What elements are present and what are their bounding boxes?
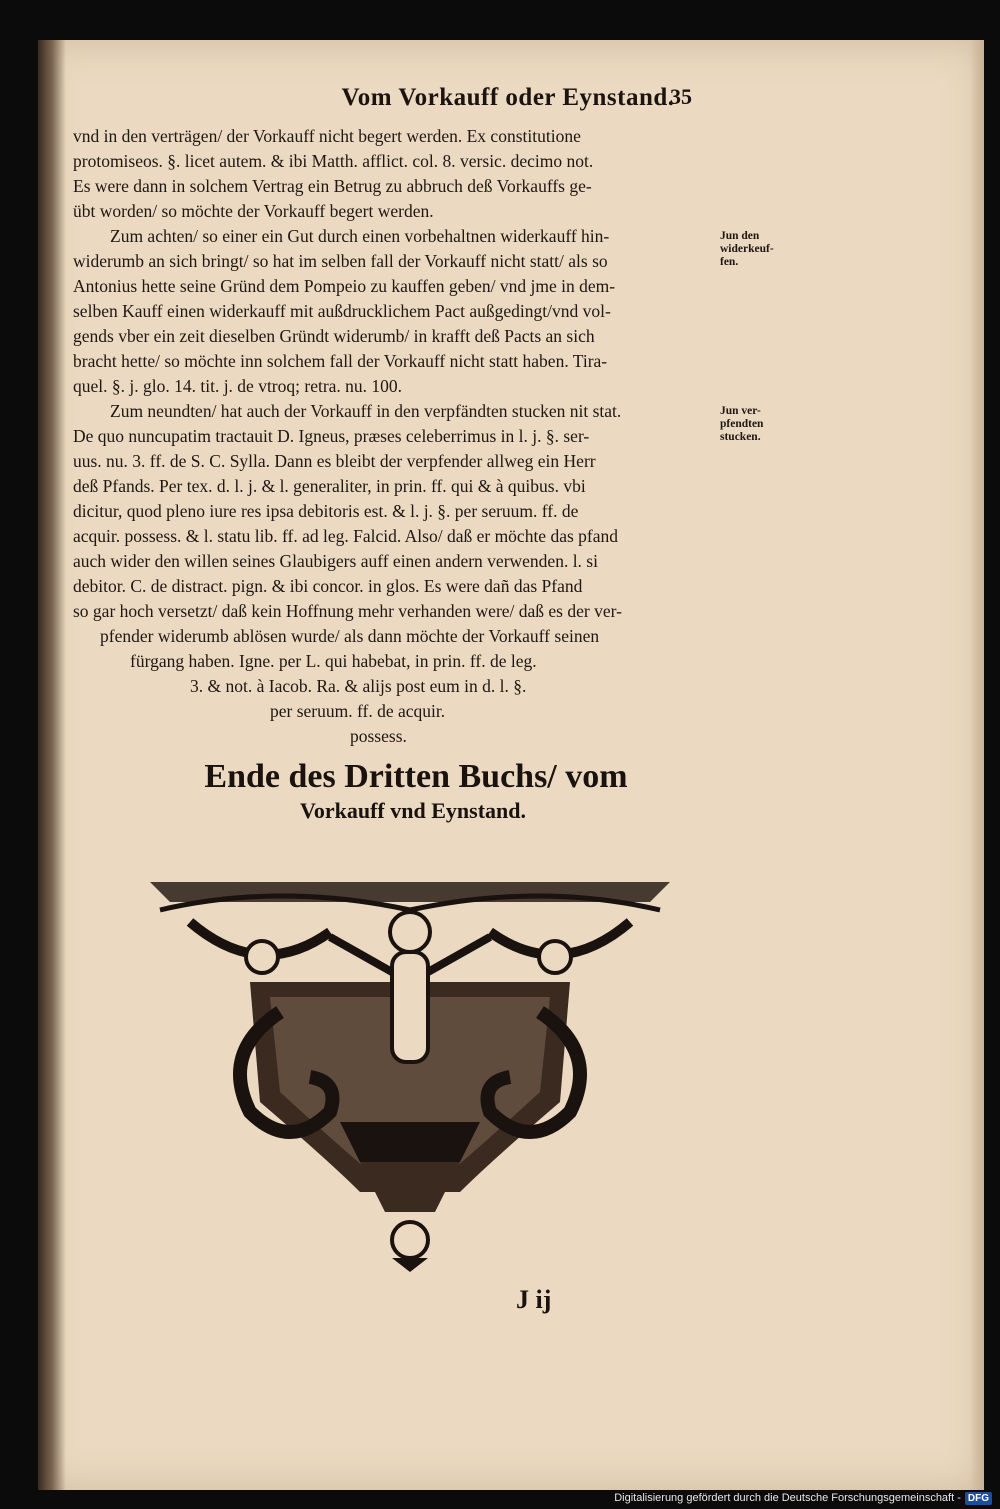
margin-note-line: Jun den [720,230,760,242]
margin-note-line: widerkeuf- [720,243,774,255]
running-title: Vom Vorkauff oder Eynstand. [341,84,675,111]
text-line: acquir. possess. & l. statu lib. ff. ad leg. Falcid. Also/ daß er möchte das pfand [73,526,618,546]
text-line: protomiseos. §. licet autem. & ibi Matth. afflict. col. 8. versic. decimo not. [73,151,594,171]
book-end-subtitle: Vorkauff vnd Eynstand. [300,798,526,823]
text-line: widerumb an sich bringt/ so hat im selben fall der Vorkauff nicht statt/ als so [73,251,608,271]
page-edge [970,40,984,1490]
text-line: De quo nuncupatim tractauit D. Igneus, præses celeberrimus in l. j. §. ser- [73,426,590,446]
text-line: gends vber ein zeit dieselben Gründt widerumb/ in krafft deß Pacts an sich [73,326,595,346]
page-number: 35 [670,84,692,109]
text-line: auch wider den willen seines Glaubigers auff einen andern verwenden. l. si [73,551,598,571]
text-line: vnd in den verträgen/ der Vorkauff nicht begert werden. Ex constitutione [73,126,581,146]
margin-note-line: pfendten [720,418,764,430]
margin-note-line: Jun ver- [720,405,761,417]
text-line: so gar hoch versetzt/ daß kein Hoffnung mehr verhanden were/ daß es der ver- [73,601,622,621]
text-line: bracht hette/ so möchte inn solchem fall der Vorkauff nicht statt haben. Tira- [73,351,608,371]
text-line: dicitur, quod pleno iure res ipsa debitoris est. & l. j. §. per seruum. ff. de [73,501,579,521]
text-line: Antonius hette seine Gründ dem Pompeio zu kauffen geben/ vnd jme in dem- [73,276,616,296]
dfg-logo-icon: DFG [965,1492,992,1505]
footer-credit-text: Digitalisierung gefördert durch die Deutsche Forschungsgemeinschaft - [614,1492,961,1504]
margin-note-line: stucken. [720,431,761,443]
text-line: Zum neundten/ hat auch der Vorkauff in den verpfändten stucken nit stat. [110,401,622,421]
signature-mark: J ij [516,1285,552,1314]
text-line: übt worden/ so möchte der Vorkauff begert werden. [73,201,434,221]
text-line: quel. §. j. glo. 14. tit. j. de vtroq; retra. nu. 100. [73,376,403,396]
book-page [38,40,984,1490]
text-line: possess. [350,726,407,746]
text-line: uus. nu. 3. ff. de S. C. Sylla. Dann es bleibt der verpfender allweg ein Herr [73,451,596,471]
margin-note-line: fen. [720,256,739,268]
text-line: Es were dann in solchem Vertrag ein Betrug zu abbruch deß Vorkauffs ge- [73,176,592,196]
footer-credit [614,1489,992,1507]
text-line: fürgang haben. Igne. per L. qui habebat, in prin. ff. de leg. [130,651,537,671]
book-end-title: Ende des Dritten Buchs/ vom [204,758,628,795]
text-line: per seruum. ff. de acquir. [270,701,446,721]
text-line: 3. & not. à Iacob. Ra. & alijs post eum in d. l. §. [190,676,527,696]
page-gutter [38,40,66,1490]
text-line: pfender widerumb ablösen wurde/ als dann möchte der Vorkauff seinen [100,626,600,646]
text-line: Zum achten/ so einer ein Gut durch einen vorbehaltnen widerkauff hin- [110,226,610,246]
text-line: debitor. C. de distract. pign. & ibi concor. in glos. Es were dañ das Pfand [73,576,583,596]
text-line: selben Kauff einen widerkauff mit außdrucklichem Pact außgedingt/vnd vol- [73,301,611,321]
text-line: deß Pfands. Per tex. d. l. j. & l. generaliter, in prin. ff. qui & à quibus. vbi [73,476,586,496]
woodcut-ornament-icon [130,862,690,1272]
